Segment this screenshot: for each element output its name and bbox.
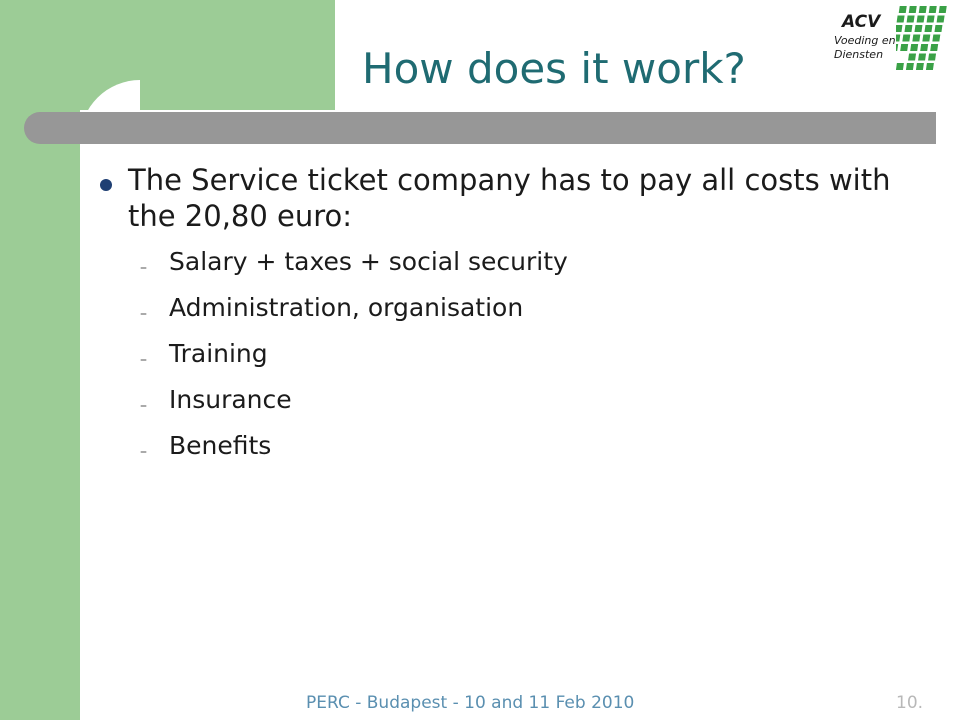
bullet-text: The Service ticket company has to pay all costs with the 20,80 euro: — [128, 163, 891, 233]
logo-square — [930, 44, 938, 51]
bullet-dot-icon — [100, 179, 112, 191]
logo-square — [937, 16, 945, 23]
logo-square — [924, 25, 932, 32]
sub-item-text: Training — [169, 339, 268, 368]
logo-square — [939, 6, 947, 13]
left-green-band — [0, 0, 80, 720]
logo-square — [902, 35, 910, 42]
list-item — [100, 292, 900, 338]
logo-square — [916, 63, 924, 70]
slide-title: How does it work? — [362, 44, 746, 93]
slide-content — [100, 162, 900, 476]
logo-square — [932, 35, 940, 42]
logo-square — [910, 44, 918, 51]
list-item — [100, 430, 900, 476]
list-item — [100, 246, 900, 292]
dash-icon: – — [140, 444, 147, 460]
logo-square — [904, 25, 912, 32]
logo-square — [918, 54, 926, 61]
dash-icon: – — [140, 398, 147, 414]
sub-item-text: Insurance — [169, 385, 292, 414]
sub-item-text: Administration, organisation — [169, 293, 524, 322]
logo-square — [934, 25, 942, 32]
logo-square — [928, 54, 936, 61]
logo-square — [897, 16, 905, 23]
page-number: 10. — [896, 693, 924, 713]
main-bullet — [100, 162, 900, 234]
logo-square — [896, 35, 900, 42]
logo-square — [899, 6, 907, 13]
footer-text: PERC - Budapest - 10 and 11 Feb 2010 — [306, 693, 635, 713]
logo-square — [908, 54, 916, 61]
logo-square — [907, 16, 915, 23]
logo-grid-icon — [896, 4, 950, 72]
logo-square — [900, 44, 908, 51]
logo-square — [920, 44, 928, 51]
acv-logo — [832, 4, 950, 72]
list-item — [100, 384, 900, 430]
sub-item-text: Salary + taxes + social security — [169, 247, 568, 276]
logo-square — [896, 63, 904, 70]
logo-square — [896, 44, 898, 51]
logo-square — [927, 16, 935, 23]
sub-item-text: Benefits — [169, 431, 272, 460]
list-item — [100, 338, 900, 384]
logo-square — [926, 63, 934, 70]
logo-line2: Diensten — [834, 48, 884, 61]
sub-list — [100, 246, 900, 476]
logo-square — [914, 25, 922, 32]
logo-square — [919, 6, 927, 13]
logo-square — [917, 16, 925, 23]
logo-square — [922, 35, 930, 42]
logo-square — [929, 6, 937, 13]
dash-icon: – — [140, 260, 147, 276]
logo-square — [896, 25, 902, 32]
logo-square — [909, 6, 917, 13]
logo-square — [912, 35, 920, 42]
dash-icon: – — [140, 352, 147, 368]
logo-acv-text: ACV — [842, 12, 881, 32]
logo-line1: Voeding en — [834, 34, 896, 47]
dash-icon: – — [140, 306, 147, 322]
logo-square — [906, 63, 914, 70]
title-bar — [24, 112, 936, 144]
